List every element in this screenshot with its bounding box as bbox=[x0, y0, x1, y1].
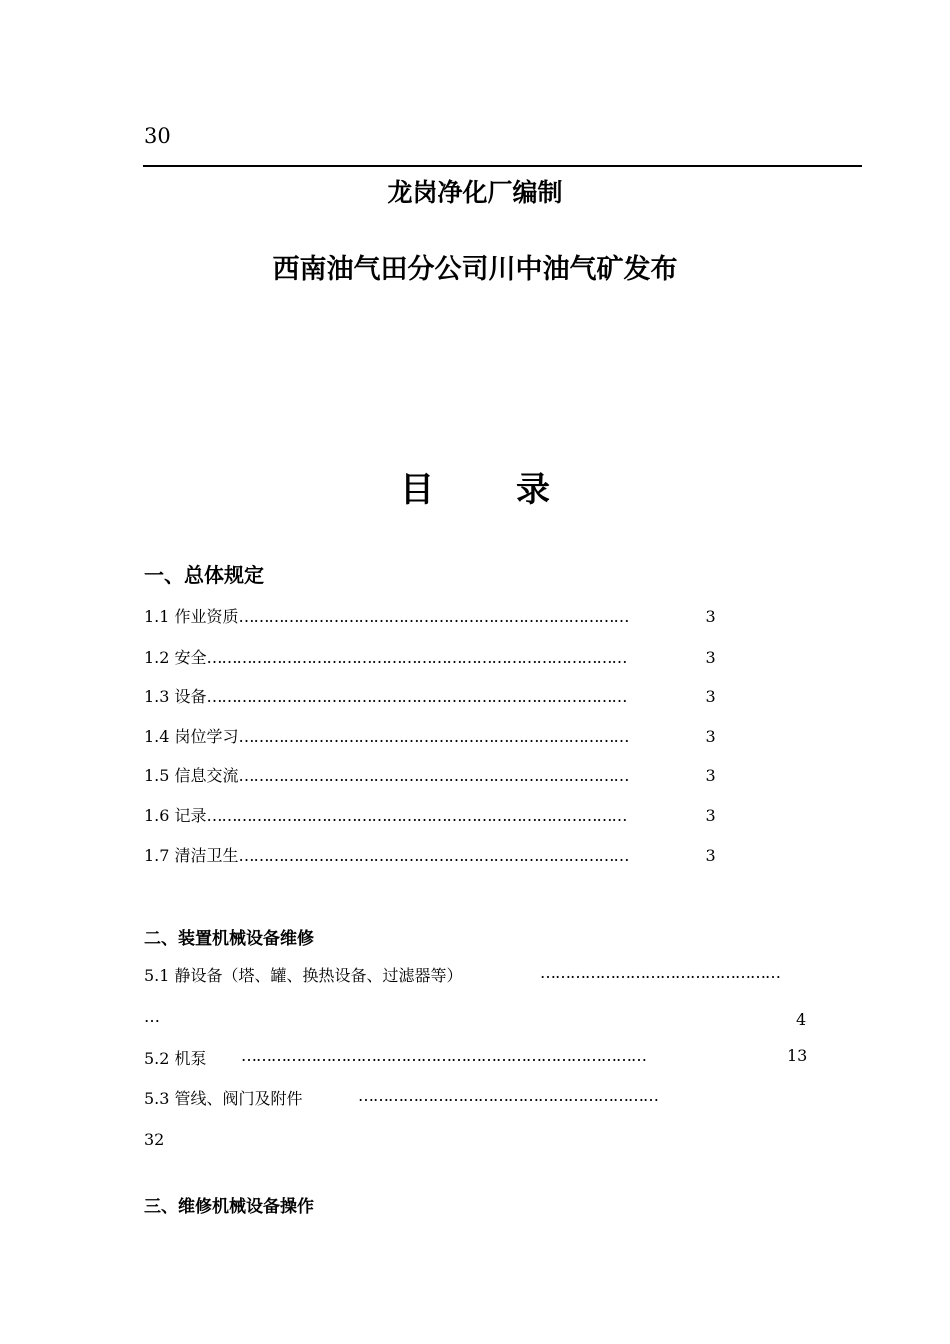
toc-entry-label: 1.1 作业资质 bbox=[144, 607, 239, 626]
section-3-title: 三、维修机械设备操作 bbox=[144, 1197, 314, 1217]
toc-entry-dots: …………………………………………………………………… bbox=[238, 727, 629, 746]
toc-entry-5-2-label[interactable]: 5.2 机泵 bbox=[144, 1049, 207, 1068]
toc-entry-5-2-page: 13 bbox=[787, 1046, 808, 1065]
toc-entry-5-1-page: 4 bbox=[796, 1010, 807, 1029]
header-rule bbox=[143, 165, 862, 167]
toc-entry-label: 1.2 安全 bbox=[144, 648, 207, 667]
toc-title-left: 目 bbox=[400, 470, 434, 510]
toc-entry[interactable] bbox=[144, 803, 716, 826]
toc-entry-label: 1.6 记录 bbox=[144, 806, 207, 825]
toc-entry-dots: ………………………………………………………………………… bbox=[206, 806, 627, 825]
toc-entry-page: 3 bbox=[705, 687, 716, 706]
toc-entry-dots: …………………………………………………………………… bbox=[238, 846, 629, 865]
section-1-title: 一、总体规定 bbox=[144, 563, 264, 587]
toc-entry[interactable] bbox=[144, 645, 716, 668]
toc-title-right: 录 bbox=[516, 470, 550, 510]
toc-entry-5-3-label[interactable]: 5.3 管线、阀门及附件 bbox=[144, 1089, 303, 1108]
publisher-title: 西南油气田分公司川中油气矿发布 bbox=[272, 254, 678, 285]
toc-entry-label: 1.4 岗位学习 bbox=[144, 727, 239, 746]
toc-entry-5-3-page: 32 bbox=[144, 1130, 165, 1149]
toc-entry-5-1-dots-cont: … bbox=[144, 1007, 160, 1026]
toc-entry-5-1-dots: ………………………………………… bbox=[540, 963, 780, 982]
toc-entry[interactable] bbox=[144, 684, 716, 707]
toc-entry-label: 1.5 信息交流 bbox=[144, 766, 239, 785]
toc-entry-dots: ………………………………………………………………………… bbox=[206, 648, 627, 667]
toc-title bbox=[0, 462, 950, 511]
toc-entry-5-1-label[interactable]: 5.1 静设备（塔、罐、换热设备、过滤器等） bbox=[144, 966, 463, 985]
toc-entry-dots: ………………………………………………………………………… bbox=[206, 687, 627, 706]
section-2-title: 二、装置机械设备维修 bbox=[144, 929, 314, 949]
toc-entry-page: 3 bbox=[705, 766, 716, 785]
organization-title: 龙岗净化厂编制 bbox=[387, 178, 563, 207]
toc-entry-label: 1.7 清洁卫生 bbox=[144, 846, 239, 865]
toc-entry-5-2-dots: ……………………………………………………………………… bbox=[241, 1046, 646, 1065]
toc-entry-dots: …………………………………………………………………… bbox=[238, 766, 629, 785]
toc-entry-page: 3 bbox=[705, 648, 716, 667]
toc-entry[interactable] bbox=[144, 763, 716, 786]
toc-entry-page: 3 bbox=[705, 727, 716, 746]
toc-entry[interactable] bbox=[144, 843, 716, 866]
toc-entry-page: 3 bbox=[705, 806, 716, 825]
page-number: 30 bbox=[144, 124, 171, 148]
toc-entry[interactable] bbox=[144, 604, 716, 627]
toc-entry-5-3-dots: …………………………………………………… bbox=[358, 1086, 658, 1105]
toc-entry-label: 1.3 设备 bbox=[144, 687, 207, 706]
toc-entry-dots: …………………………………………………………………… bbox=[238, 607, 629, 626]
toc-entry-page: 3 bbox=[705, 846, 716, 865]
toc-entry[interactable] bbox=[144, 724, 716, 747]
toc-entry-page: 3 bbox=[705, 607, 716, 626]
